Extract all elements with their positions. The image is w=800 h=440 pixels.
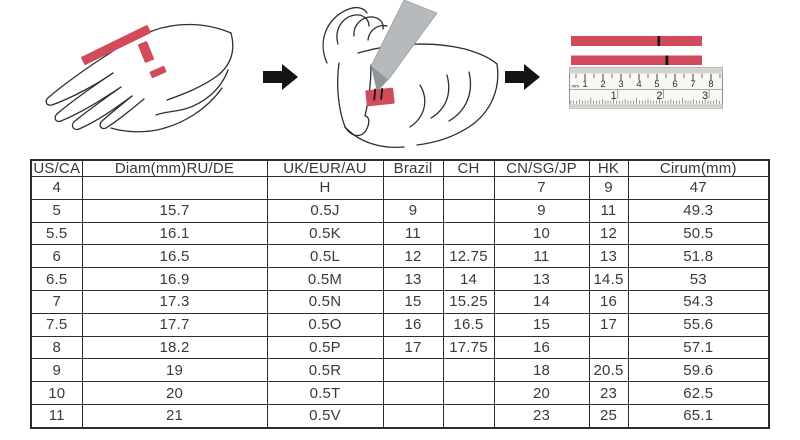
- table-cell: 15.7: [82, 199, 267, 222]
- table-cell: 17.7: [82, 313, 267, 336]
- table-cell: 16.9: [82, 268, 267, 291]
- ruler-cm-number: 7: [690, 79, 696, 90]
- ruler-cm-number: 3: [618, 79, 624, 90]
- column-header: Cirum(mm): [628, 160, 769, 177]
- table-cell: [589, 336, 628, 359]
- marked-strip-2: [571, 56, 702, 66]
- ruler-cm-number: 8: [708, 79, 714, 90]
- table-cell: 17.3: [82, 290, 267, 313]
- table-cell: 11: [589, 199, 628, 222]
- table-cell: 11: [494, 245, 589, 268]
- table-cell: [443, 199, 494, 222]
- table-cell: 17: [589, 313, 628, 336]
- table-cell: H: [267, 177, 383, 200]
- table-cell: 0.5J: [267, 199, 383, 222]
- table-cell: 54.3: [628, 290, 769, 313]
- instruction-illustrations: [0, 0, 800, 158]
- strip-2-mark: [666, 56, 669, 66]
- strip-on-finger: [365, 88, 395, 107]
- table-row: [31, 359, 769, 382]
- table-cell: 0.5R: [267, 359, 383, 382]
- table-cell: [383, 382, 443, 405]
- arrow-right-icon: [263, 64, 298, 90]
- table-cell: 0.5O: [267, 313, 383, 336]
- column-header: HK: [589, 160, 628, 177]
- column-header: CH: [443, 160, 494, 177]
- table-cell: 7: [31, 290, 82, 313]
- table-cell: 12: [589, 222, 628, 245]
- step1-hand-illustration: [46, 24, 233, 131]
- strip-end-piece: [149, 66, 166, 79]
- table-cell: 18: [494, 359, 589, 382]
- ruler-bottom-edge: [570, 104, 723, 108]
- table-cell: 0.5L: [267, 245, 383, 268]
- size-table-header-row: [31, 160, 769, 177]
- table-cell: 17: [383, 336, 443, 359]
- table-cell: 16: [589, 290, 628, 313]
- table-cell: 0.5T: [267, 382, 383, 405]
- table-cell: 57.1: [628, 336, 769, 359]
- table-cell: 12: [383, 245, 443, 268]
- table-cell: 16.1: [82, 222, 267, 245]
- table-cell: 14: [443, 268, 494, 291]
- table-cell: 9: [589, 177, 628, 200]
- table-cell: 9: [383, 199, 443, 222]
- table-cell: 0.5N: [267, 290, 383, 313]
- table-cell: 8: [31, 336, 82, 359]
- table-cell: 5.5: [31, 222, 82, 245]
- table-row: [31, 290, 769, 313]
- strip-1-mark: [658, 36, 661, 46]
- table-cell: 10: [494, 222, 589, 245]
- table-cell: 20.5: [589, 359, 628, 382]
- table-cell: [383, 404, 443, 428]
- table-cell: 6: [31, 245, 82, 268]
- table-cell: 19: [82, 359, 267, 382]
- ruler-inch-number: 2: [656, 90, 663, 103]
- table-cell: 0.5M: [267, 268, 383, 291]
- table-cell: 13: [589, 245, 628, 268]
- ruler-unit-label: mm: [571, 83, 579, 89]
- table-cell: 10: [31, 382, 82, 405]
- strip-wrapped-on-finger: [138, 41, 155, 63]
- table-cell: 65.1: [628, 404, 769, 428]
- table-cell: [443, 177, 494, 200]
- table-cell: 47: [628, 177, 769, 200]
- ruler-cm-number: 6: [672, 79, 678, 90]
- table-cell: 53: [628, 268, 769, 291]
- size-table: [30, 159, 770, 429]
- table-cell: 12.75: [443, 245, 494, 268]
- table-cell: 0.5V: [267, 404, 383, 428]
- table-cell: [383, 177, 443, 200]
- column-header: US/CA: [31, 160, 82, 177]
- table-cell: 5: [31, 199, 82, 222]
- table-row: [31, 313, 769, 336]
- table-cell: 11: [383, 222, 443, 245]
- table-cell: 62.5: [628, 382, 769, 405]
- table-cell: 15: [383, 290, 443, 313]
- table-cell: 15.25: [443, 290, 494, 313]
- table-row: [31, 199, 769, 222]
- table-cell: 13: [494, 268, 589, 291]
- table-cell: 0.5K: [267, 222, 383, 245]
- table-cell: 16: [494, 336, 589, 359]
- table-cell: 16.5: [82, 245, 267, 268]
- table-cell: 59.6: [628, 359, 769, 382]
- table-row: [31, 336, 769, 359]
- column-header: UK/EUR/AU: [267, 160, 383, 177]
- ruler-cm-number: 5: [654, 79, 660, 90]
- table-cell: [383, 359, 443, 382]
- table-cell: 17.75: [443, 336, 494, 359]
- pencil-body: [371, 0, 437, 80]
- table-cell: 9: [494, 199, 589, 222]
- table-cell: 14: [494, 290, 589, 313]
- table-cell: 55.6: [628, 313, 769, 336]
- size-table-body: [31, 177, 769, 429]
- table-cell: [443, 404, 494, 428]
- ruler-top-edge: [570, 68, 723, 74]
- table-cell: 49.3: [628, 199, 769, 222]
- table-cell: 13: [383, 268, 443, 291]
- table-cell: 11: [31, 404, 82, 428]
- table-cell: [443, 222, 494, 245]
- column-header: Brazil: [383, 160, 443, 177]
- ruler-inch-number: 1: [610, 90, 617, 103]
- table-cell: 0.5P: [267, 336, 383, 359]
- table-cell: 20: [494, 382, 589, 405]
- column-header: Diam(mm)RU/DE: [82, 160, 267, 177]
- table-cell: 7.5: [31, 313, 82, 336]
- table-cell: 9: [31, 359, 82, 382]
- table-cell: 15: [494, 313, 589, 336]
- table-cell: 7: [494, 177, 589, 200]
- table-cell: [443, 359, 494, 382]
- table-row: [31, 404, 769, 428]
- table-cell: 18.2: [82, 336, 267, 359]
- table-cell: 4: [31, 177, 82, 200]
- marked-strip-1: [571, 36, 702, 46]
- table-cell: 23: [494, 404, 589, 428]
- ruler-cm-number: 4: [636, 79, 642, 90]
- ruler-inch-number: 3: [702, 90, 709, 103]
- table-cell: 20: [82, 382, 267, 405]
- table-cell: 21: [82, 404, 267, 428]
- table-cell: 14.5: [589, 268, 628, 291]
- arrow-right-icon: [505, 64, 540, 90]
- table-cell: 25: [589, 404, 628, 428]
- table-cell: 16.5: [443, 313, 494, 336]
- ruler-cm-number: 1: [582, 79, 588, 90]
- table-row: [31, 177, 769, 200]
- table-cell: [443, 382, 494, 405]
- table-row: [31, 245, 769, 268]
- ring-size-table-container: [30, 159, 768, 429]
- table-row: [31, 268, 769, 291]
- ruler-cm-number: 2: [600, 79, 606, 90]
- table-cell: 23: [589, 382, 628, 405]
- step3-strips-ruler-illustration: [570, 36, 723, 108]
- table-row: [31, 382, 769, 405]
- table-row: [31, 222, 769, 245]
- table-cell: 16: [383, 313, 443, 336]
- step2-marking-illustration: [323, 0, 498, 147]
- table-cell: 6.5: [31, 268, 82, 291]
- table-cell: [82, 177, 267, 200]
- table-cell: 50.5: [628, 222, 769, 245]
- column-header: CN/SG/JP: [494, 160, 589, 177]
- table-cell: 51.8: [628, 245, 769, 268]
